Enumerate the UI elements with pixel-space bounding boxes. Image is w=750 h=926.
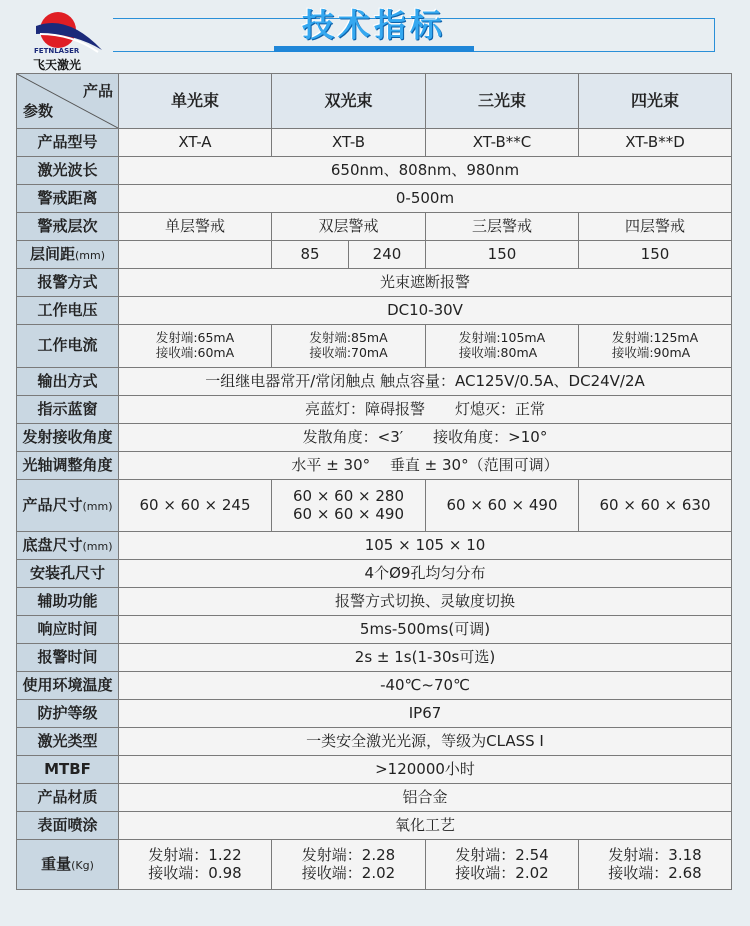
row-label: 产品材质	[17, 784, 119, 812]
table-cell: 2s ± 1s(1-30s可选)	[119, 644, 732, 672]
table-row	[17, 452, 732, 480]
cell-line: 发射端：1.22	[148, 846, 242, 865]
table-cell	[119, 840, 272, 890]
row-label: 防护等级	[17, 700, 119, 728]
table-cell: 报警方式切换、灵敏度切换	[119, 588, 732, 616]
table-row	[17, 424, 732, 452]
table-row	[17, 480, 732, 532]
row-label	[17, 480, 119, 532]
table-row	[17, 756, 732, 784]
cell-line: 发射端：3.18	[608, 846, 702, 865]
table-row	[17, 157, 732, 185]
table-row	[17, 325, 732, 368]
corner-cell	[17, 74, 119, 129]
table-row	[17, 297, 732, 325]
cell-line: 接收端:70mA	[309, 345, 388, 361]
table-cell: -40℃~70℃	[119, 672, 732, 700]
table-cell: 150	[579, 241, 732, 269]
cell-line: 发射端：2.28	[301, 846, 396, 865]
row-label: 产品型号	[17, 129, 119, 157]
cell-line: 接收端:60mA	[155, 345, 235, 361]
table-cell: 60 × 60 × 245	[119, 480, 272, 532]
page-title: 技术指标	[301, 6, 446, 44]
unit-label: (Kg)	[71, 858, 94, 872]
table-cell: 三层警戒	[426, 213, 579, 241]
row-label-text: 重量	[41, 854, 72, 873]
cell-line: 发射端:125mA	[611, 330, 699, 346]
table-cell: 5ms-500ms(可调)	[119, 616, 732, 644]
cell-line: 接收端:80mA	[458, 345, 538, 361]
table-row	[17, 812, 732, 840]
table-cell: 60 × 60 × 630	[579, 480, 732, 532]
table-row	[17, 241, 732, 269]
table-cell	[272, 840, 426, 890]
table-cell: DC10-30V	[119, 297, 732, 325]
row-label-text: 底盘尺寸	[22, 535, 83, 554]
row-label: 工作电压	[17, 297, 119, 325]
table-cell: XT-B**C	[426, 129, 579, 157]
row-label: 发射接收角度	[17, 424, 119, 452]
table-row	[17, 368, 732, 396]
table-cell: XT-B	[272, 129, 426, 157]
unit-label: (mm)	[82, 539, 113, 553]
table-cell	[272, 480, 426, 532]
cell-line: 接收端：0.98	[148, 863, 242, 882]
row-label	[17, 840, 119, 890]
table-cell: 四层警戒	[579, 213, 732, 241]
table-row	[17, 185, 732, 213]
table-cell	[119, 325, 272, 368]
cell-line: 发射端:85mA	[309, 330, 388, 346]
cell-line: 接收端:90mA	[611, 345, 691, 361]
row-label: 激光波长	[17, 157, 119, 185]
table-row	[17, 728, 732, 756]
row-label: 安装孔尺寸	[17, 560, 119, 588]
row-label: 激光类型	[17, 728, 119, 756]
table-cell	[426, 840, 579, 890]
corner-product-label: 产品	[82, 82, 113, 100]
row-label: 使用环境温度	[17, 672, 119, 700]
table-cell: 水平 ± 30° 垂直 ± 30°（范围可调）	[119, 452, 732, 480]
corner-param-label: 参数	[23, 101, 54, 120]
row-label: 表面喷涂	[17, 812, 119, 840]
table-cell: 铝合金	[119, 784, 732, 812]
cell-line: 60 × 60 × 280	[292, 487, 404, 506]
row-label: 报警方式	[17, 269, 119, 297]
table-row	[17, 129, 732, 157]
table-cell: 发散角度：<3′ 接收角度：>10°	[119, 424, 732, 452]
row-label: 辅助功能	[17, 588, 119, 616]
table-cell	[579, 840, 732, 890]
title-underline	[274, 46, 474, 52]
row-label: 输出方式	[17, 368, 119, 396]
table-cell: IP67	[119, 700, 732, 728]
row-label: 响应时间	[17, 616, 119, 644]
cell-line: 接收端：2.02	[455, 863, 549, 882]
table-row	[17, 269, 732, 297]
row-label-text: 层间距	[29, 244, 75, 263]
unit-label: (mm)	[82, 499, 113, 513]
table-cell: 一类安全激光光源，等级为CLASS Ⅰ	[119, 728, 732, 756]
row-label	[17, 241, 119, 269]
table-cell: 单层警戒	[119, 213, 272, 241]
row-label: 警戒距离	[17, 185, 119, 213]
table-row	[17, 396, 732, 424]
cell-line: 发射端:65mA	[155, 330, 235, 346]
table-cell: XT-B**D	[579, 129, 732, 157]
table-row	[17, 672, 732, 700]
table-header-row	[17, 74, 732, 129]
table-row	[17, 784, 732, 812]
column-header: 三光束	[426, 74, 579, 129]
table-cell: 105 × 105 × 10	[119, 532, 732, 560]
table-cell: 240	[349, 241, 426, 269]
table-cell: 4个Ø9孔均匀分布	[119, 560, 732, 588]
table-cell: 亮蓝灯：障碍报警 灯熄灭：正常	[119, 396, 732, 424]
row-label: 光轴调整角度	[17, 452, 119, 480]
page-header	[0, 0, 750, 78]
table-cell: 85	[272, 241, 349, 269]
table-row	[17, 213, 732, 241]
table-cell: 氧化工艺	[119, 812, 732, 840]
table-cell: >120000小时	[119, 756, 732, 784]
row-label: MTBF	[17, 756, 119, 784]
cell-line: 60 × 60 × 490	[292, 504, 404, 523]
cell-line: 接收端：2.02	[301, 863, 396, 882]
table-row	[17, 840, 732, 890]
table-row	[17, 616, 732, 644]
table-cell	[579, 325, 732, 368]
table-row	[17, 588, 732, 616]
column-header: 四光束	[579, 74, 732, 129]
table-cell: 650nm、808nm、980nm	[119, 157, 732, 185]
column-header: 双光束	[272, 74, 426, 129]
unit-label: (mm)	[75, 248, 106, 262]
table-cell: 0-500m	[119, 185, 732, 213]
logo-brand-name: 飞天激光	[33, 58, 82, 72]
logo-brand-latin: FETNLASER	[34, 47, 80, 55]
table-row	[17, 532, 732, 560]
table-row	[17, 700, 732, 728]
column-header: 单光束	[119, 74, 272, 129]
table-cell	[272, 325, 426, 368]
table-cell: 一组继电器常开/常闭触点 触点容量：AC125V/0.5A、DC24V/2A	[119, 368, 732, 396]
row-label: 指示蓝窗	[17, 396, 119, 424]
table-cell	[119, 241, 272, 269]
row-label: 报警时间	[17, 644, 119, 672]
table-cell: 光束遮断报警	[119, 269, 732, 297]
cell-line: 接收端：2.68	[608, 863, 702, 882]
row-label: 工作电流	[17, 325, 119, 368]
table-cell: XT-A	[119, 129, 272, 157]
row-label	[17, 532, 119, 560]
cell-line: 发射端:105mA	[458, 330, 546, 346]
table-cell: 60 × 60 × 490	[426, 480, 579, 532]
table-row	[17, 560, 732, 588]
table-cell: 双层警戒	[272, 213, 426, 241]
table-cell	[426, 325, 579, 368]
spec-table	[16, 73, 732, 890]
table-cell: 150	[426, 241, 579, 269]
table-row	[17, 644, 732, 672]
row-label-text: 产品尺寸	[22, 495, 83, 514]
row-label: 警戒层次	[17, 213, 119, 241]
cell-line: 发射端：2.54	[455, 846, 549, 865]
